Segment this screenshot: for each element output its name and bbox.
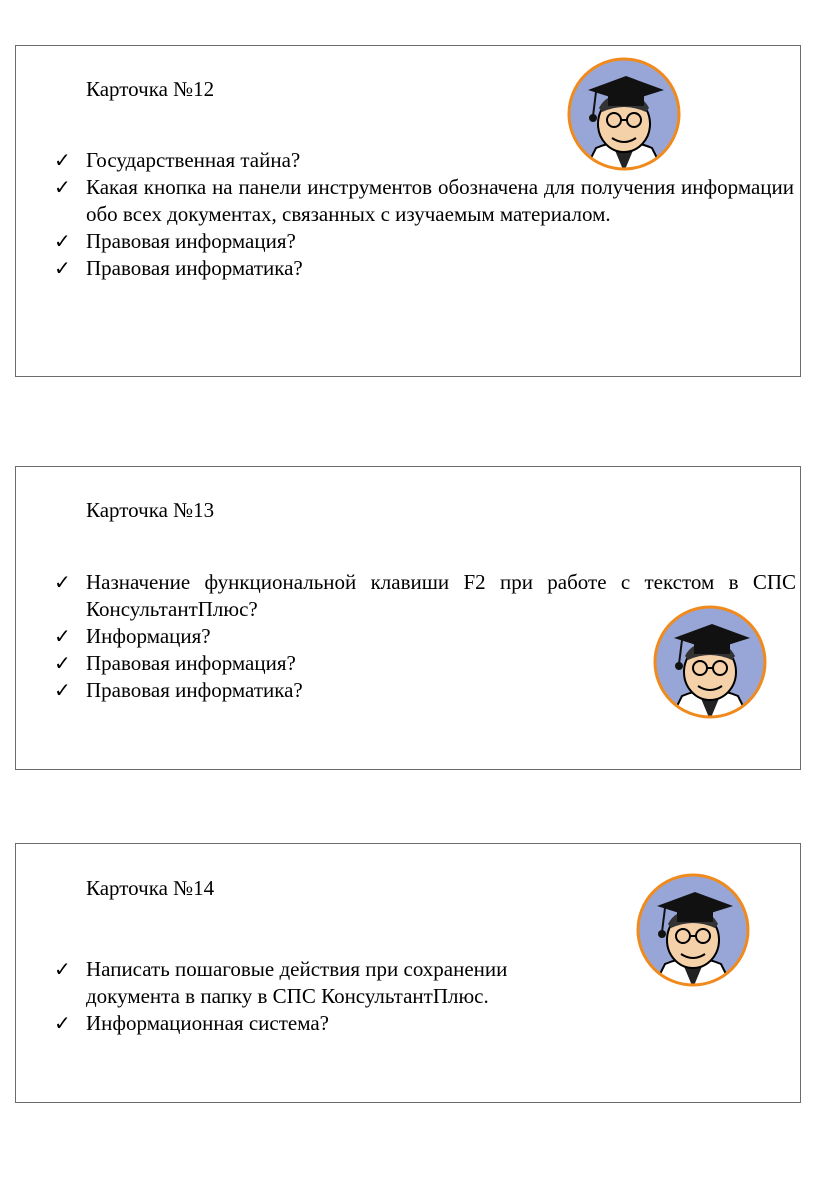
list-item: ✓ Правовая информация?	[54, 651, 296, 675]
check-icon: ✓	[54, 175, 71, 199]
question-list	[54, 569, 796, 704]
list-item: ✓ Государственная тайна?	[54, 148, 301, 172]
professor-avatar-icon	[635, 872, 751, 988]
check-icon: ✓	[54, 651, 71, 675]
list-item: ✓ Информация?	[54, 624, 211, 648]
card-12	[15, 45, 801, 377]
check-icon: ✓	[54, 229, 71, 253]
check-icon: ✓	[54, 678, 71, 702]
list-item: ✓ Какая кнопка на панели инструментов обозначена для получения информации обо всех документах, связанных с изучаемым материалом.	[54, 175, 794, 226]
check-icon: ✓	[54, 148, 71, 172]
check-icon: ✓	[54, 624, 71, 648]
list-item: ✓ Информационная система?	[54, 1011, 330, 1035]
list-item: ✓ Правовая информатика?	[54, 256, 303, 280]
question-list	[54, 956, 584, 1037]
list-item: ✓ Назначение функциональной клавиши F2 при работе с текстом в СПС КонсультантПлюс?	[54, 570, 796, 621]
check-icon: ✓	[54, 570, 71, 594]
card-title: Карточка №12	[86, 77, 215, 101]
question-list	[54, 147, 794, 282]
card-14	[15, 843, 801, 1103]
check-icon: ✓	[54, 256, 71, 280]
list-item: ✓ Написать пошаговые действия при сохранении документа в папку в СПС КонсультантПлюс.	[54, 957, 508, 1008]
check-icon: ✓	[54, 957, 71, 981]
list-item: ✓ Правовая информация?	[54, 229, 296, 253]
list-item: ✓ Правовая информатика?	[54, 678, 303, 702]
check-icon: ✓	[54, 1011, 71, 1035]
card-title: Карточка №13	[86, 498, 215, 522]
card-13	[15, 466, 801, 770]
card-title: Карточка №14	[86, 876, 215, 900]
